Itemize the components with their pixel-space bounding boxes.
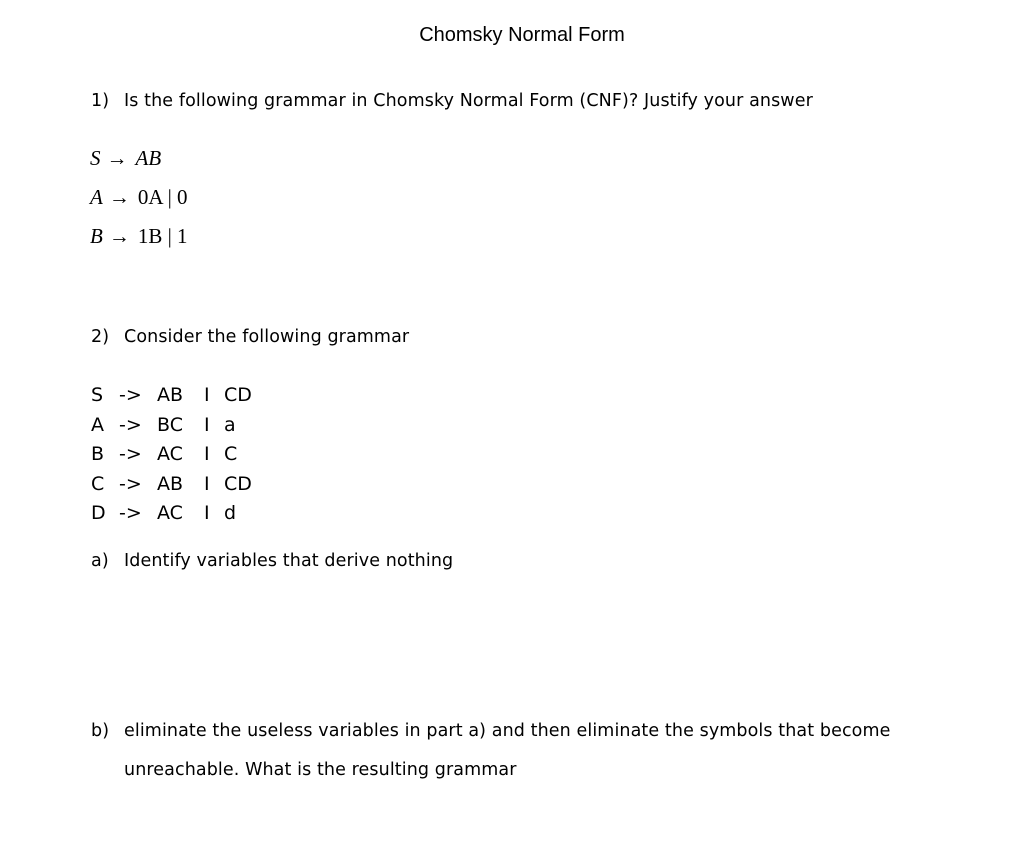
- production-bar: I: [204, 384, 210, 406]
- production-bar: I: [204, 443, 210, 465]
- page-title: Chomsky Normal Form: [419, 24, 625, 46]
- production-bar: I: [204, 414, 210, 436]
- part-text: eliminate the useless variables in part a) and then eliminate the symbols that become: [124, 721, 891, 741]
- rule-lhs: B: [90, 224, 103, 248]
- production-bar: I: [204, 502, 210, 524]
- grammar-rule-s: [90, 146, 161, 171]
- production-alt: AB: [157, 384, 184, 406]
- production-alt: d: [224, 502, 237, 524]
- production-lhs: C: [91, 473, 105, 495]
- part-label: a): [91, 551, 109, 571]
- production-alt: AC: [157, 502, 183, 524]
- question-number: 1): [91, 91, 110, 111]
- rule-rhs: 1B | 1: [137, 224, 188, 248]
- production-row: [91, 473, 252, 495]
- production-arrow: ->: [119, 443, 142, 465]
- question-1: [91, 91, 813, 111]
- grammar-rule-a: [90, 185, 188, 210]
- production-lhs: A: [91, 414, 104, 436]
- part-a: [91, 551, 453, 571]
- question-text: Is the following grammar in Chomsky Normal Form (CNF)? Justify your answer: [124, 91, 813, 111]
- production-arrow: ->: [119, 384, 142, 406]
- production-lhs: D: [91, 502, 106, 524]
- production-arrow: ->: [119, 473, 142, 495]
- production-row: [91, 414, 236, 436]
- production-alt: CD: [224, 473, 252, 495]
- rule-arrow: →: [108, 185, 130, 209]
- rule-rhs: 0A | 0: [137, 185, 188, 209]
- part-label: b): [91, 721, 110, 741]
- question-number: 2): [91, 327, 110, 347]
- part-b-continuation: unreachable. What is the resulting grammar: [124, 760, 517, 780]
- production-alt: C: [224, 443, 238, 465]
- production-alt: BC: [157, 414, 183, 436]
- production-alt: CD: [224, 384, 252, 406]
- question-text: Consider the following grammar: [124, 327, 410, 347]
- production-lhs: S: [91, 384, 104, 406]
- rule-rhs: AB: [135, 146, 162, 170]
- production-bar: I: [204, 473, 210, 495]
- part-b: [91, 721, 891, 741]
- production-alt: AC: [157, 443, 183, 465]
- production-row: [91, 502, 236, 524]
- production-row: [91, 443, 237, 465]
- production-row: [91, 384, 252, 406]
- production-arrow: ->: [119, 502, 142, 524]
- rule-lhs: S: [90, 146, 101, 170]
- grammar-rule-b: [90, 224, 188, 249]
- part-text: Identify variables that derive nothing: [124, 551, 454, 571]
- rule-arrow: →: [108, 224, 130, 248]
- production-arrow: ->: [119, 414, 142, 436]
- rule-lhs: A: [90, 185, 103, 209]
- production-lhs: B: [91, 443, 105, 465]
- production-alt: AB: [157, 473, 184, 495]
- rule-arrow: →: [106, 146, 128, 170]
- production-alt: a: [224, 414, 236, 436]
- question-2: [91, 327, 409, 347]
